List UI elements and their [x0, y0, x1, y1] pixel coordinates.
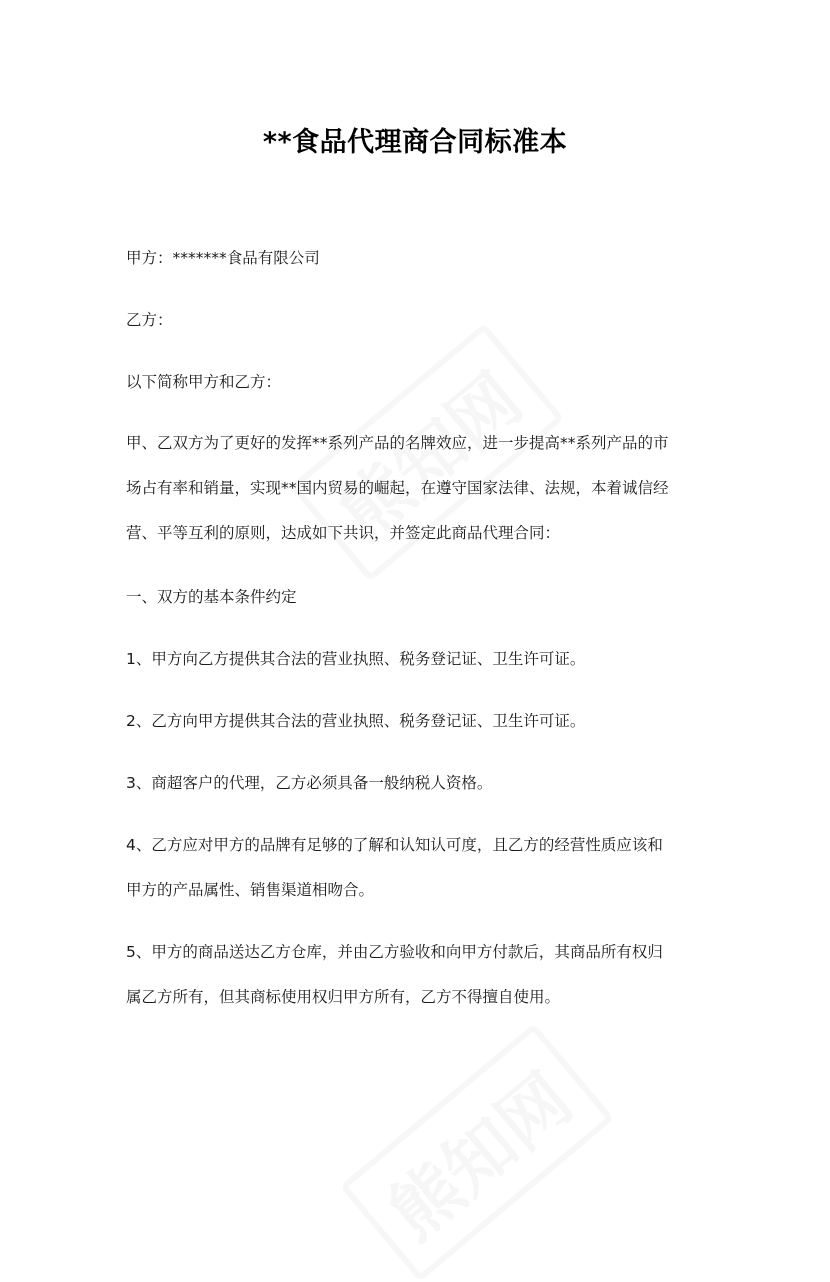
text-line: 营、平等互利的原则，达成如下共识，并签定此商品代理合同： [126, 524, 561, 542]
text-line: 2、乙方向甲方提供其合法的营业执照、税务登记证、卫生许可证。 [126, 712, 586, 730]
clause-item [126, 830, 716, 906]
text-line: 1、甲方向乙方提供其合法的营业执照、税务登记证、卫生许可证。 [126, 650, 586, 668]
clause-item [126, 706, 716, 737]
party-b-line [126, 305, 716, 336]
text-line: 以下简称甲方和乙方： [126, 373, 282, 391]
text-line: 场占有率和销量，实现**国内贸易的崛起，在遵守国家法律、法规，本着诚信经 [126, 479, 669, 497]
section-heading [126, 582, 716, 613]
text-line: 5、甲方的商品送达乙方仓库，并由乙方验收和向甲方付款后，其商品所有权归 [126, 943, 663, 961]
text-line: 甲、乙双方为了更好的发挥**系列产品的名牌效应，进一步提高**系列产品的市 [126, 434, 669, 452]
party-a-line [126, 243, 716, 274]
watermark [340, 1023, 615, 1282]
clause-item [126, 768, 716, 799]
document-title: **食品代理商合同标准本 [262, 127, 568, 158]
clause-item [126, 937, 716, 1013]
text-line: 属乙方所有，但其商标使用权归甲方所有，乙方不得擅自使用。 [126, 988, 561, 1006]
text-line: 4、乙方应对甲方的品牌有足够的了解和认知认可度，且乙方的经营性质应该和 [126, 836, 663, 854]
clause-item [126, 644, 716, 675]
text-line: 一、双方的基本条件约定 [126, 588, 297, 606]
text-line: 甲方：*******食品有限公司 [126, 249, 320, 267]
abbreviation-line [126, 367, 716, 398]
text-line: 乙方： [126, 311, 173, 329]
text-line: 3、商超客户的代理，乙方必须具备一般纳税人资格。 [126, 774, 493, 792]
preamble-paragraph [126, 428, 716, 549]
text-line: 甲方的产品属性、销售渠道相吻合。 [126, 881, 375, 899]
